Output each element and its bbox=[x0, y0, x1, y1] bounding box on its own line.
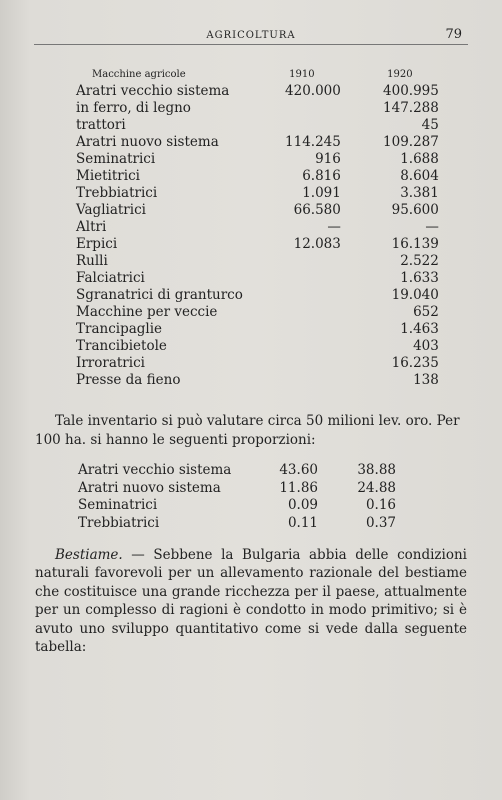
machine-name-cell: Erpici bbox=[76, 236, 118, 252]
table-row bbox=[76, 287, 439, 304]
machine-name-cell: Irroratrici bbox=[76, 355, 145, 371]
value-1920-cell: 109.287 bbox=[383, 134, 439, 150]
value-1920-cell: 8.604 bbox=[400, 168, 439, 184]
table-row bbox=[76, 355, 439, 372]
value-1920-cell: 16.235 bbox=[391, 355, 439, 371]
table-row bbox=[76, 372, 439, 389]
proportion-value-1-cell: 0.11 bbox=[287, 514, 318, 531]
machine-name-cell: Trancipaglie bbox=[76, 321, 163, 337]
value-1920-cell: — bbox=[425, 219, 439, 235]
value-1910-cell bbox=[243, 338, 341, 355]
proportion-label-cell: Seminatrici bbox=[78, 497, 158, 513]
table-row bbox=[76, 321, 439, 338]
machine-name-cell: Seminatrici bbox=[76, 151, 156, 167]
table-row bbox=[76, 338, 439, 355]
table-row bbox=[78, 480, 396, 498]
value-1910-cell bbox=[243, 287, 341, 304]
machine-name-cell: Aratri vecchio sistema bbox=[76, 83, 230, 99]
machine-name-cell: in ferro, di legno bbox=[76, 100, 191, 116]
machine-name-cell: Mietitrici bbox=[76, 168, 140, 184]
proportion-label-cell: Aratri nuovo sistema bbox=[78, 479, 221, 496]
proportion-value-2-cell: 38.88 bbox=[357, 462, 396, 478]
machine-name-cell: Macchine per veccie bbox=[76, 304, 218, 320]
inventory-value-paragraph: Tale inventario si può valutare circa 50 milioni lev. oro. Per 100 ha. si hanno le seguenti proporzioni: bbox=[35, 413, 460, 448]
running-title: AGRICOLTURA bbox=[206, 30, 296, 41]
value-1920-cell: 45 bbox=[421, 117, 439, 133]
value-1920-cell: 652 bbox=[413, 304, 439, 320]
table-header-row bbox=[76, 66, 439, 83]
value-1910-cell bbox=[243, 355, 341, 372]
table-row bbox=[78, 515, 396, 533]
machine-name-cell: Presse da fieno bbox=[76, 372, 181, 388]
proportion-value-1-cell: 43.60 bbox=[279, 462, 318, 478]
value-1920-cell: 1.633 bbox=[400, 270, 439, 286]
value-1910-cell bbox=[243, 321, 341, 338]
livestock-paragraph bbox=[35, 546, 467, 656]
table-row bbox=[76, 219, 439, 236]
machine-name-cell: Vagliatrici bbox=[76, 202, 146, 218]
machine-name-cell: Rulli bbox=[76, 253, 108, 269]
value-1920-cell: 1.688 bbox=[400, 151, 439, 167]
col-header-machines: Macchine agricole bbox=[92, 69, 186, 80]
value-1910-cell: 114.245 bbox=[285, 134, 341, 150]
table-row bbox=[78, 462, 396, 480]
value-1920-cell: 147.288 bbox=[383, 100, 439, 116]
value-1920-cell: 403 bbox=[413, 338, 439, 354]
table-row bbox=[76, 134, 439, 151]
col-header-1910: 1910 bbox=[289, 69, 315, 80]
running-header bbox=[34, 24, 468, 45]
table-row bbox=[76, 202, 439, 219]
value-1920-cell: 400.995 bbox=[383, 83, 439, 99]
value-1910-cell bbox=[243, 253, 341, 270]
section-lead-bestiame: Bestiame. bbox=[55, 547, 123, 563]
proportions-table bbox=[78, 462, 396, 532]
value-1920-cell: 2.522 bbox=[400, 253, 439, 269]
value-1920-cell: 19.040 bbox=[391, 287, 439, 303]
table-row bbox=[76, 270, 439, 287]
table-row bbox=[76, 304, 439, 321]
page-number: 79 bbox=[445, 27, 462, 42]
proportion-value-1-cell: 0.09 bbox=[287, 497, 318, 513]
value-1910-cell bbox=[243, 100, 341, 117]
machine-name-cell: Trebbiatrici bbox=[76, 185, 158, 201]
machine-name-cell: Falciatrici bbox=[76, 270, 145, 286]
machine-name-cell: Sgranatrici di granturco bbox=[76, 287, 243, 303]
machinery-inventory-table bbox=[76, 66, 439, 389]
value-1920-cell: 138 bbox=[413, 372, 439, 388]
table-row bbox=[76, 151, 439, 168]
table-row bbox=[76, 100, 439, 117]
table-row bbox=[76, 83, 439, 100]
value-1910-cell bbox=[243, 304, 341, 321]
value-1910-cell bbox=[243, 372, 341, 389]
proportion-value-2-cell: 24.88 bbox=[357, 479, 396, 496]
value-1910-cell: 1.091 bbox=[302, 185, 341, 201]
machine-name-cell: trattori bbox=[76, 117, 126, 133]
machine-name-cell: Aratri nuovo sistema bbox=[76, 134, 219, 150]
proportion-value-2-cell: 0.16 bbox=[365, 497, 396, 513]
value-1910-cell: 6.816 bbox=[302, 168, 341, 184]
value-1910-cell: 66.580 bbox=[293, 202, 341, 218]
value-1920-cell: 1.463 bbox=[400, 321, 439, 337]
value-1910-cell bbox=[243, 270, 341, 287]
table-row bbox=[76, 168, 439, 185]
table-row bbox=[76, 236, 439, 253]
table-row bbox=[76, 253, 439, 270]
value-1910-cell: 420.000 bbox=[285, 83, 341, 99]
value-1910-cell: 12.083 bbox=[293, 236, 341, 252]
proportion-label-cell: Trebbiatrici bbox=[78, 514, 160, 531]
machine-name-cell: Altri bbox=[76, 219, 107, 235]
machine-name-cell: Trancibietole bbox=[76, 338, 167, 354]
proportion-value-1-cell: 11.86 bbox=[279, 479, 318, 496]
value-1920-cell: 16.139 bbox=[391, 236, 439, 252]
livestock-text: — Sebbene la Bulgaria abbia delle condizioni naturali favorevoli per un allevamento razionale del bestiame che costituisce una grande ricchezza per il paese, attualmente per un complesso di ragioni è condotto in modo primitivo; si è avuto uno sviluppo quantitativo come si vede dalla seguente tabella: bbox=[35, 547, 467, 656]
proportion-value-2-cell: 0.37 bbox=[365, 514, 396, 531]
value-1910-cell bbox=[243, 117, 341, 134]
value-1910-cell: 916 bbox=[315, 151, 341, 167]
table-row bbox=[76, 117, 439, 134]
value-1910-cell: — bbox=[327, 219, 341, 235]
table-row bbox=[78, 497, 396, 515]
table-row bbox=[76, 185, 439, 202]
col-header-1920: 1920 bbox=[387, 69, 413, 80]
proportion-label-cell: Aratri vecchio sistema bbox=[78, 462, 232, 478]
value-1920-cell: 3.381 bbox=[400, 185, 439, 201]
value-1920-cell: 95.600 bbox=[391, 202, 439, 218]
